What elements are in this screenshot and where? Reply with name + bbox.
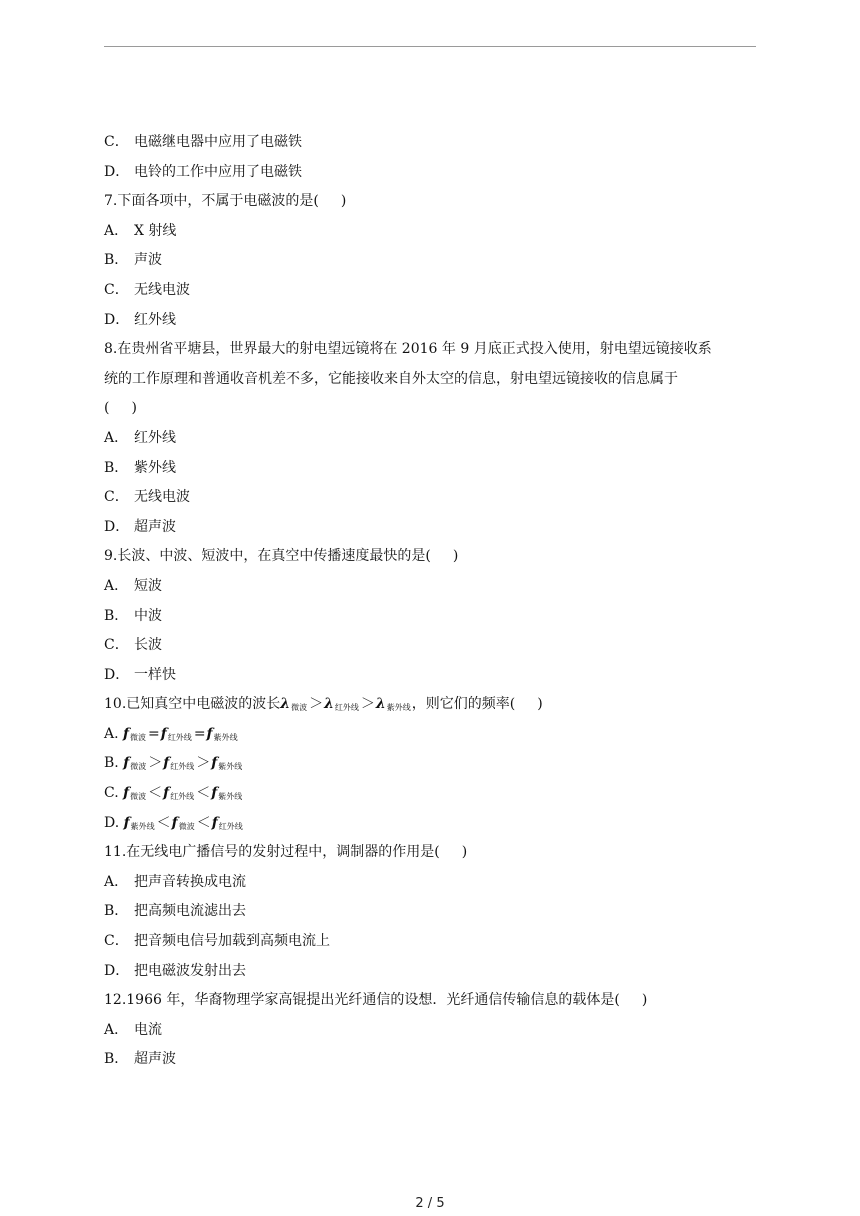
option-text: 中波 bbox=[134, 607, 162, 624]
option-text: 红外线 bbox=[134, 311, 176, 328]
option-label: D． bbox=[104, 163, 130, 180]
question-8-stem-line1: 8.在贵州省平塘县，世界最大的射电望远镜将在 2016 年 9 月底正式投入使用，射电望远镜接收系 bbox=[104, 341, 712, 358]
option-label: C． bbox=[104, 637, 129, 654]
operator: ＜ bbox=[196, 785, 211, 802]
stem-text: 9.长波、中波、短波中，在真空中传播速度最快的是( bbox=[104, 548, 431, 565]
close-paren: ) bbox=[131, 400, 137, 417]
close-paren: ) bbox=[452, 548, 459, 565]
option-line bbox=[104, 897, 760, 927]
option-label: B． bbox=[104, 607, 129, 624]
operator: = bbox=[148, 725, 160, 742]
operator: ＞ bbox=[148, 755, 163, 772]
option-label: D． bbox=[104, 311, 130, 328]
question-7-stem bbox=[104, 187, 760, 217]
subscript: 红外线 bbox=[167, 732, 192, 742]
option-label: B. bbox=[104, 755, 119, 772]
option-label: C． bbox=[104, 933, 129, 950]
f-symbol: f bbox=[211, 755, 218, 772]
f-symbol: f bbox=[206, 725, 213, 742]
question-8-stem-line3 bbox=[104, 394, 760, 424]
option-line bbox=[104, 424, 760, 454]
stem-text: 7.下面各项中，不属于电磁波的是( bbox=[104, 193, 319, 210]
f-symbol: f bbox=[123, 755, 130, 772]
option-text: 长波 bbox=[134, 637, 162, 654]
stem-text: ，则它们的频率( bbox=[411, 696, 516, 713]
f-symbol: f bbox=[160, 725, 167, 742]
subscript: 微波 bbox=[291, 703, 308, 713]
option-label: D． bbox=[104, 962, 130, 979]
option-text: 短波 bbox=[134, 577, 162, 594]
subscript: 红外线 bbox=[218, 821, 243, 831]
lambda-symbol: λ bbox=[280, 696, 291, 713]
close-paren: ) bbox=[340, 193, 347, 210]
option-label: A． bbox=[104, 429, 129, 446]
option-line bbox=[104, 631, 760, 661]
option-text: X 射线 bbox=[134, 222, 177, 239]
option-line bbox=[104, 158, 760, 188]
question-9-stem bbox=[104, 542, 760, 572]
subscript: 紫外线 bbox=[130, 821, 155, 831]
option-text: 把声音转换成电流 bbox=[134, 873, 246, 890]
subscript: 紫外线 bbox=[218, 792, 243, 802]
close-paren: ) bbox=[641, 992, 648, 1009]
option-text: 一样快 bbox=[134, 666, 176, 683]
option-line bbox=[104, 276, 760, 306]
option-label: D． bbox=[104, 518, 130, 535]
option-label: A． bbox=[104, 222, 129, 239]
f-symbol: f bbox=[211, 814, 218, 831]
question-8-stem-line2: 统的工作原理和普通收音机差不多，它能接收来自外太空的信息，射电望远镜接收的信息属于 bbox=[104, 370, 678, 387]
header-rule bbox=[104, 46, 756, 47]
option-line bbox=[104, 483, 760, 513]
option-line bbox=[104, 454, 760, 484]
option-line bbox=[104, 927, 760, 957]
option-text: 无线电波 bbox=[134, 489, 190, 506]
option-text: 电铃的工作中应用了电磁铁 bbox=[134, 163, 302, 180]
operator: = bbox=[193, 725, 206, 742]
option-line bbox=[104, 602, 760, 632]
option-line bbox=[104, 868, 760, 898]
option-text: 电磁继电器中应用了电磁铁 bbox=[134, 134, 302, 150]
f-symbol: f bbox=[123, 725, 130, 742]
subscript: 微波 bbox=[178, 821, 195, 831]
option-text: 无线电波 bbox=[134, 281, 190, 298]
question-content bbox=[104, 128, 760, 1075]
subscript: 紫外线 bbox=[386, 703, 411, 713]
subscript: 微波 bbox=[130, 762, 147, 772]
f-symbol: f bbox=[171, 814, 178, 831]
option-line bbox=[104, 128, 760, 158]
option-text: 把电磁波发射出去 bbox=[134, 962, 246, 979]
subscript: 微波 bbox=[130, 732, 147, 742]
option-label: B． bbox=[104, 252, 129, 269]
f-symbol: f bbox=[123, 785, 130, 802]
operator: ＞ bbox=[309, 696, 324, 713]
option-text: 把高频电流滤出去 bbox=[134, 903, 246, 920]
question-10-stem bbox=[104, 690, 760, 720]
option-text: 电流 bbox=[134, 1021, 162, 1038]
lambda-symbol: λ bbox=[324, 696, 334, 713]
option-label: B． bbox=[104, 459, 129, 476]
option-label: A. bbox=[104, 725, 119, 742]
question-11-stem bbox=[104, 838, 760, 868]
option-line bbox=[104, 217, 760, 247]
option-text: 紫外线 bbox=[134, 459, 176, 476]
option-line bbox=[104, 720, 760, 750]
option-label: A． bbox=[104, 873, 129, 890]
page-number: 2 / 5 bbox=[415, 1196, 445, 1211]
option-line bbox=[104, 572, 760, 602]
subscript: 紫外线 bbox=[218, 762, 243, 772]
option-label: D． bbox=[104, 666, 130, 683]
option-label: C． bbox=[104, 489, 129, 506]
option-line bbox=[104, 809, 760, 839]
subscript: 微波 bbox=[130, 792, 147, 802]
option-label: D. bbox=[104, 814, 120, 831]
option-label: B． bbox=[104, 903, 129, 920]
subscript: 紫外线 bbox=[213, 732, 238, 742]
lambda-symbol: λ bbox=[375, 696, 386, 713]
option-label: C. bbox=[104, 785, 119, 802]
option-label: C． bbox=[104, 134, 129, 150]
option-line bbox=[104, 1016, 760, 1046]
option-label: B． bbox=[104, 1051, 129, 1068]
option-line bbox=[104, 661, 760, 691]
option-line bbox=[104, 749, 760, 779]
option-line bbox=[104, 306, 760, 336]
f-symbol: f bbox=[163, 755, 170, 772]
subscript: 红外线 bbox=[334, 703, 359, 713]
stem-text: 10.已知真空中电磁波的波长 bbox=[104, 696, 281, 713]
option-label: C． bbox=[104, 281, 129, 298]
option-label: A． bbox=[104, 1021, 129, 1038]
subscript: 红外线 bbox=[170, 762, 195, 772]
close-paren: ) bbox=[537, 696, 543, 713]
subscript: 红外线 bbox=[170, 792, 195, 802]
option-line bbox=[104, 957, 760, 987]
stem-text: 12.1966 年，华裔物理学家高锟提出光纤通信的设想．光纤通信传输信息的载体是( bbox=[104, 992, 620, 1009]
operator: ＜ bbox=[156, 814, 171, 831]
operator: ＞ bbox=[196, 755, 211, 772]
option-text: 超声波 bbox=[134, 518, 176, 535]
option-line bbox=[104, 513, 760, 543]
option-line bbox=[104, 246, 760, 276]
open-paren: ( bbox=[104, 400, 110, 417]
f-symbol: f bbox=[163, 785, 170, 802]
close-paren: ) bbox=[461, 844, 468, 861]
option-text: 声波 bbox=[134, 252, 162, 269]
question-12-stem bbox=[104, 986, 760, 1016]
f-symbol: f bbox=[211, 785, 218, 802]
option-text: 红外线 bbox=[134, 429, 176, 446]
f-symbol: f bbox=[123, 814, 130, 831]
option-text: 超声波 bbox=[134, 1051, 176, 1068]
option-label: A． bbox=[104, 577, 129, 594]
operator: ＞ bbox=[360, 696, 375, 713]
stem-text: 11.在无线电广播信号的发射过程中，调制器的作用是( bbox=[104, 844, 440, 861]
option-line bbox=[104, 779, 760, 809]
operator: ＜ bbox=[196, 814, 211, 831]
option-text: 把音频电信号加载到高频电流上 bbox=[134, 933, 330, 950]
option-line bbox=[104, 1045, 760, 1075]
operator: ＜ bbox=[148, 785, 163, 802]
